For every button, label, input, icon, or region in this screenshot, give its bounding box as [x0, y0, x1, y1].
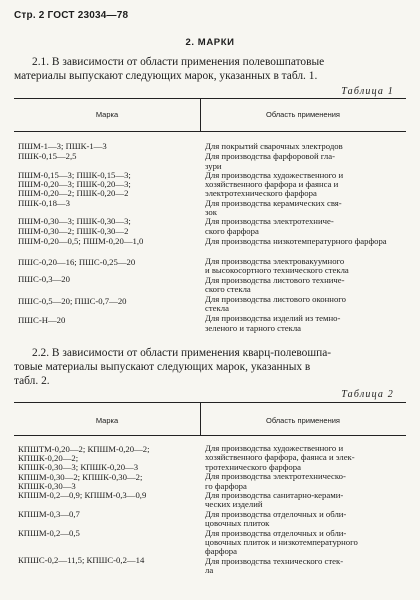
table-1-brand: ПШК-0,15—2,5 [18, 151, 77, 161]
table-1-use: Для производства фарфоровой гла- [205, 151, 335, 161]
table-2-use: Для производства отделочных и обли- [205, 509, 347, 519]
table-1-use: зури [205, 161, 222, 171]
table-1-brand: ПШМ-1—3; ПШК-1—3 [18, 141, 107, 151]
table-2-use: Для производства художественного и [205, 443, 344, 453]
table-1-use: Для производства керамических свя- [205, 198, 342, 208]
table-1-brand: ПШК-0,18—3 [18, 198, 70, 208]
table-1-header-rule [14, 131, 406, 132]
table-2-use: тротехнического фарфора [205, 462, 301, 472]
table-2-use: Для производства технического стек- [205, 556, 344, 566]
paragraph-line: 2.2. В зависимости от области применения кварц-полевошпа- [32, 347, 332, 359]
table-2-top-rule [14, 402, 406, 403]
table-1-use: Для производства листового оконного [205, 294, 346, 304]
table-2-caption: Таблица 2 [341, 389, 394, 400]
table-1-use: электротехнического фарфора [205, 188, 317, 198]
table-1-use: ского стекла [205, 284, 251, 294]
table-1-brand: ПШС-0,5—20; ПШС-0,7—20 [18, 296, 127, 306]
table-2-use: Для производства электротехническо- [205, 471, 346, 481]
table-1-use: хозяйственного фарфора и фаянса и [205, 179, 339, 189]
table-1-header-use: Область применения [266, 110, 340, 119]
table-2-brand: КПШМ-0,2—0,5 [18, 528, 80, 538]
table-1-use: Для производства художественного и [205, 170, 344, 180]
table-1-brand: ПШМ-0,30—2; ПШК-0,30—2 [18, 226, 129, 236]
table-1-brand: ПШС-0,3—20 [18, 274, 70, 284]
table-1-caption: Таблица 1 [341, 86, 394, 97]
table-1-use: Для производства низкотемпературного фарфора [205, 236, 387, 246]
table-1-brand: ПШМ-0,20—3; ПШК-0,20—3; [18, 179, 131, 189]
table-1-use: Для производства электротехниче- [205, 216, 334, 226]
table-2-use: Для производства санитарно-керами- [205, 490, 344, 500]
table-2-brand: КПШК-0,30—3 [18, 481, 76, 491]
table-1-use: стекла [205, 303, 229, 313]
table-2-use: цовочных плиток и низкотемпературного [205, 537, 358, 547]
table-1-use: и высокосортного технического стекла [205, 265, 349, 275]
table-1-use: зеленого и тарного стекла [205, 323, 302, 333]
table-2-use: ла [205, 565, 214, 575]
table-2-brand: КПШС-0,2—11,5; КПШС-0,2—14 [18, 555, 145, 565]
paragraph-line: 2.1. В зависимости от области применения полевошпатовые [32, 56, 325, 68]
table-1-brand: ПШС-Н—20 [18, 315, 66, 325]
table-1-brand: ПШМ-0,30—3; ПШК-0,30—3; [18, 216, 131, 226]
table-2-use: фарфора [205, 546, 238, 556]
table-2-use: Для производства отделочных и обли- [205, 528, 347, 538]
paragraph-line: товые материалы выпускают следующих марок, указанных в [14, 361, 311, 373]
table-2-header-brand: Марка [95, 416, 119, 425]
table-2-brand: КПШТМ-0,20—2; КПШМ-0,20—2; [18, 444, 150, 454]
table-1-brand: ПШМ-0,15—3; ПШК-0,15—3; [18, 170, 131, 180]
section-title: 2. МАРКИ [185, 37, 235, 48]
page-header: Стр. 2 ГОСТ 23034—78 [14, 10, 129, 21]
table-1-brand: ПШМ-0,20—0,5; ПШМ-0,20—1,0 [18, 236, 144, 246]
table-2-use: хозяйственного фарфора, фаянса и элек- [205, 452, 355, 462]
table-1-use: зок [205, 207, 217, 217]
table-2-brand: КПШК-0,20—2; [18, 453, 79, 463]
table-1-use: Для покрытий сварочных электродов [205, 141, 343, 151]
table-2-brand: КПШМ-0,2—0,9; КПШМ-0,3—0,9 [18, 490, 147, 500]
table-2-header-rule [14, 435, 406, 436]
table-2-header-use: Область применения [266, 416, 340, 425]
table-1-brand: ПШС-0,20—16; ПШС-0,25—20 [18, 257, 136, 267]
table-2-brand: КПШМ-0,30—2; КПШК-0,30—2; [18, 472, 143, 482]
table-1-use: Для производства электровакуумного [205, 256, 345, 266]
table-2-brand: КПШК-0,30—3; КПШК-0,20—3 [18, 462, 139, 472]
table-2-brand: КПШМ-0,3—0,7 [18, 509, 80, 519]
paragraph-line: табл. 2. [14, 375, 50, 387]
table-1-brand: ПШМ-0,20—2; ПШК-0,20—2 [18, 188, 129, 198]
table-1-use: Для производства листового техниче- [205, 275, 345, 285]
table-1-use: Для производства изделий из темно- [205, 313, 341, 323]
paragraph-2-1 [14, 55, 406, 83]
table-1-use: ского фарфора [205, 226, 259, 236]
table-1-top-rule [14, 98, 406, 99]
table-2-use: ческих изделий [205, 499, 263, 509]
paragraph-line: материалы выпускают следующих марок, указанных в табл. 1. [14, 70, 318, 82]
table-2-use: цовочных плиток [205, 518, 270, 528]
table-1-header-brand: Марка [95, 110, 119, 119]
table-2-use: го фарфора [205, 481, 247, 491]
paragraph-2-2 [14, 346, 406, 388]
